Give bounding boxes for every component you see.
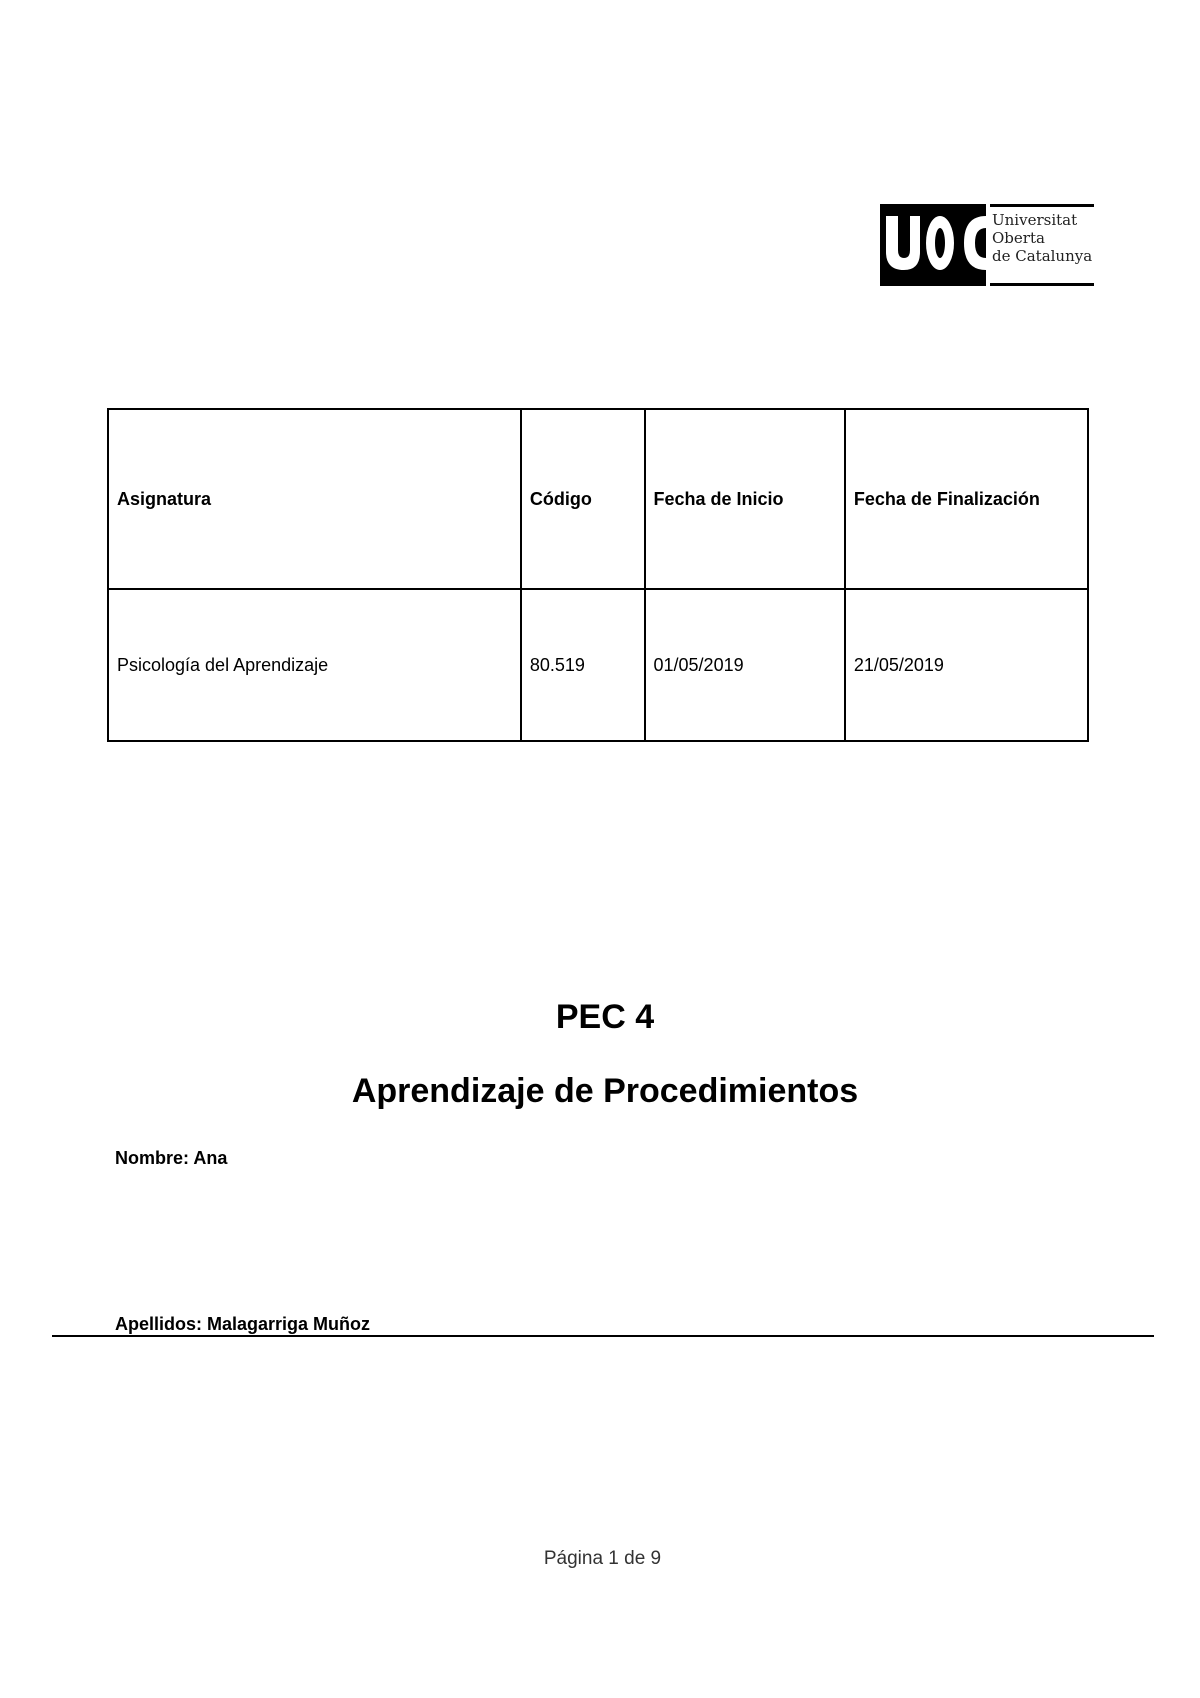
logo-rule-bottom: [990, 283, 1094, 286]
course-info-table: [107, 408, 1089, 742]
uoc-logo-wordmark: [990, 204, 1094, 286]
uoc-letters-graphic: [880, 204, 986, 286]
nombre-field: Nombre: Ana: [115, 1148, 228, 1168]
cell-fecha-inicio: 01/05/2019: [645, 589, 845, 741]
logo-line-1: Universitat: [992, 211, 1078, 229]
uoc-logo-mark: [880, 204, 986, 286]
document-subtitle: Aprendizaje de Procedimientos: [351, 1072, 859, 1110]
cell-codigo: 80.519: [521, 589, 645, 741]
cell-fecha-finalizacion: 21/05/2019: [845, 589, 1088, 741]
table-row: [108, 589, 1088, 741]
header-codigo: Código: [521, 409, 645, 589]
apellidos-field: Apellidos: Malagarriga Muñoz: [115, 1314, 371, 1334]
uoc-logo: [880, 204, 1094, 286]
table-header-row: [108, 409, 1088, 589]
cell-asignatura: Psicología del Aprendizaje: [108, 589, 521, 741]
horizontal-rule: [52, 1335, 1154, 1337]
header-fecha-finalizacion: Fecha de Finalización: [845, 409, 1088, 589]
logo-line-3: de Catalunya: [992, 247, 1093, 265]
document-title: PEC 4: [555, 998, 655, 1036]
header-asignatura: Asignatura: [108, 409, 521, 589]
logo-line-2: Oberta: [992, 229, 1045, 247]
page-number: Página 1 de 9: [543, 1548, 662, 1569]
logo-rule-top: [990, 204, 1094, 207]
header-fecha-inicio: Fecha de Inicio: [645, 409, 845, 589]
